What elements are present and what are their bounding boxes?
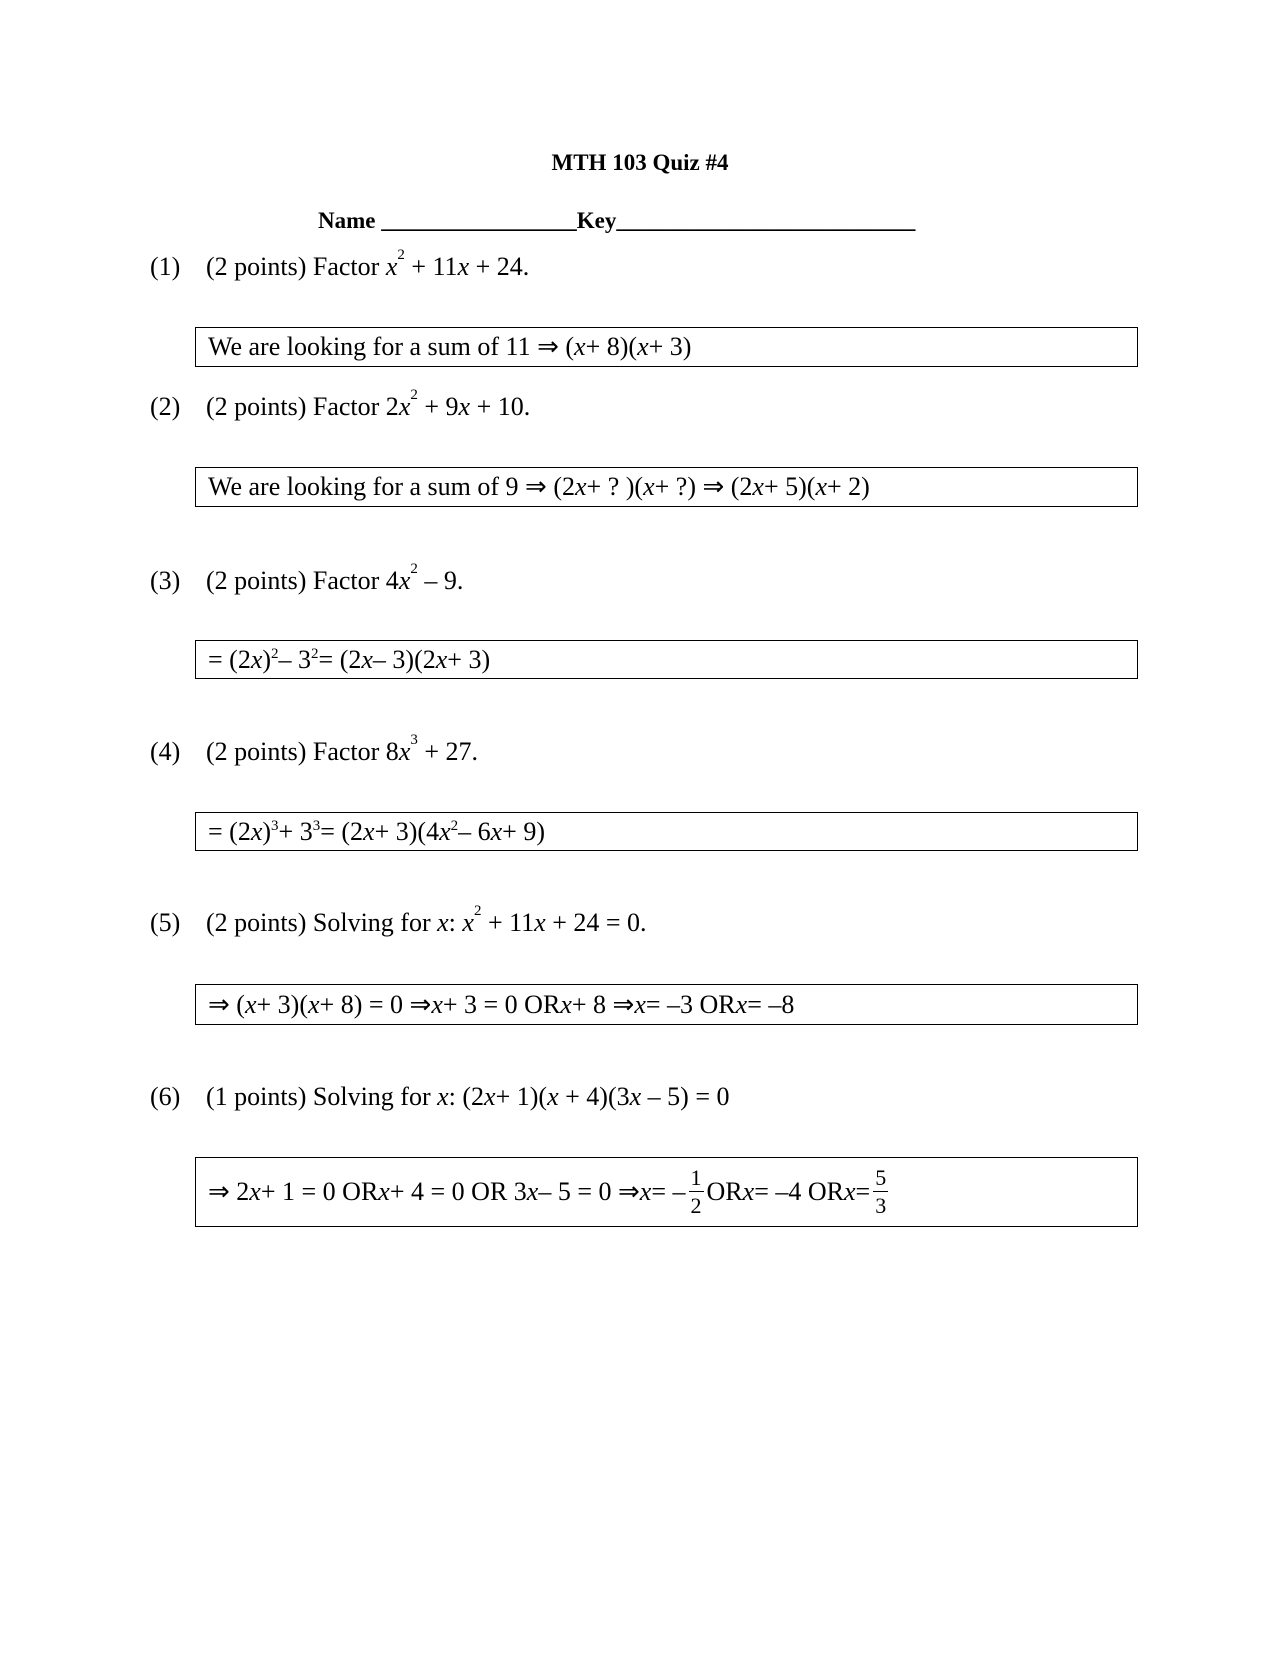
- q5-answer-box: ⇒ ( x + 3)( x + 8) = 0 ⇒ x + 3 = 0 OR x + 8 ⇒ x = –3 OR x = –8: [195, 984, 1138, 1025]
- q6-number: (6): [150, 1082, 181, 1111]
- q2-answer-box: We are looking for a sum of 9 ⇒ (2 x + ? )( x + ?) ⇒ (2 x + 5)( x + 2): [195, 467, 1138, 507]
- page-title: MTH 103 Quiz #4: [551, 150, 729, 175]
- fraction-five-thirds: $\frac{5}{3}$: [875, 1165, 887, 1218]
- q4-question: (2 points) Factor $8x^3 + 27$.: [206, 732, 479, 766]
- q3-number: (3): [150, 566, 181, 595]
- q1-question: (2 points) Factor $x^2 + 11x + 24$.: [206, 247, 530, 281]
- q1-answer-box: We are looking for a sum of 11 ⇒ ( x + 8)( x + 3): [195, 327, 1138, 367]
- q1-number: (1): [150, 252, 181, 281]
- q4-number: (4): [150, 737, 181, 766]
- name-key-line: Name _________________Key__________________________: [318, 208, 916, 233]
- q3-question: (2 points) Factor $4x^2 - 9$.: [206, 561, 464, 595]
- q6-answer-box: ⇒ 2 x + 1 = 0 OR x + 4 = 0 OR 3 x – 5 = 0 ⇒ x = – $\frac{1}{2}$ OR x = –4 OR x = $\frac{5}{3}$: [195, 1157, 1138, 1227]
- q2-number: (2): [150, 392, 181, 421]
- fraction-one-half: $\frac{1}{2}$: [690, 1165, 702, 1218]
- q5-number: (5): [150, 908, 181, 937]
- q5-question: (2 points) Solving for x: $x^2 + 11x + 24 = 0$.: [206, 903, 647, 937]
- q6-question: (1 points) Solving for x: (2x+ 1)(x + 4)(3x – 5) = 0: [206, 1082, 730, 1111]
- q3-answer-box: = (2 x ) $^2$ – 3 $^2$ = (2 x – 3)(2 x + 3): [195, 640, 1138, 679]
- q4-answer-box: = (2 x ) $^3$ + 3 $^3$ = (2 x + 3)(4 x $^2$ – 6 x + 9): [195, 812, 1138, 851]
- q2-question: (2 points) Factor $2x^2 + 9x + 10$.: [206, 387, 531, 421]
